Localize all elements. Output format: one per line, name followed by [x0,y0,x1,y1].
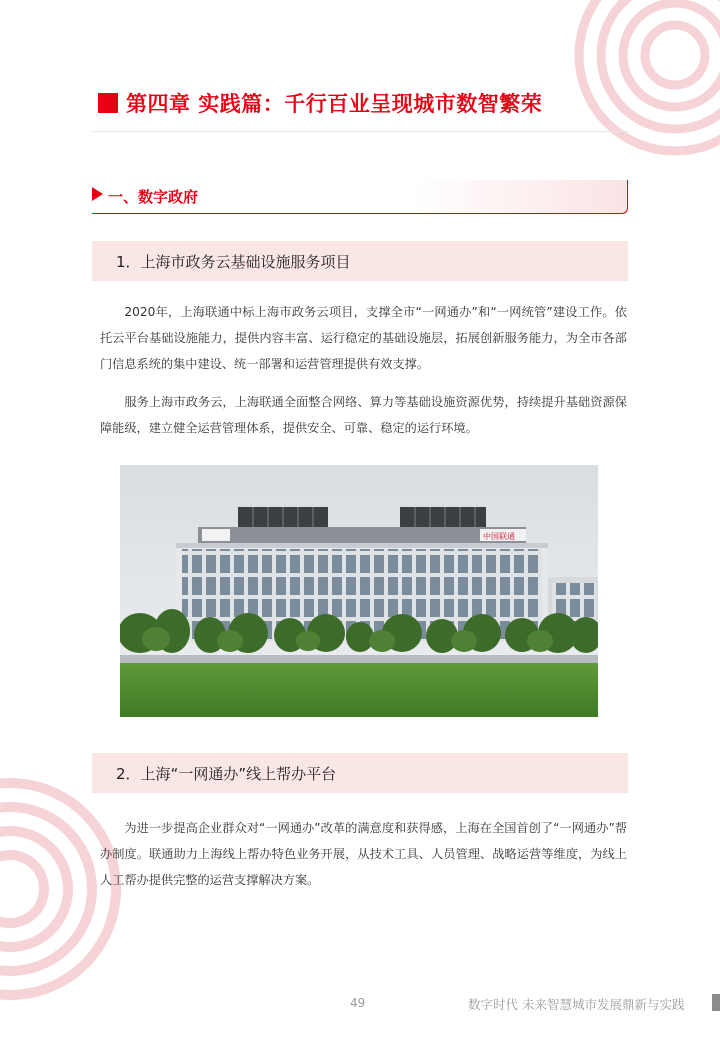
subsection-heading-1 [92,241,628,281]
section-arrow-icon [92,187,103,201]
building-sign-text: 中国联通 [483,532,515,541]
footer-title: 数字时代 未来智慧城市发展鼎新与实践 [468,997,685,1012]
chapter-divider [93,131,629,132]
building-photo [120,465,598,717]
building-photo-illustration [120,465,598,717]
footer-bar [712,994,720,1011]
chapter-square-icon [98,93,118,113]
paragraph-2: 服务上海市政务云，上海联通全面整合网络、算力等基础设施资源优势，持续提升基础资源保障能级，建立健全运营管理体系，提供安全、可靠、稳定的运行环境。 [100,395,627,435]
subsection-heading-2 [92,753,628,793]
paragraph-1: 2020年，上海联通中标上海市政务云项目，支撑全市“一网通办”和“一网统管”建设工作。依托云平台基础设施能力，提供内容丰富、运行稳定的基础设施层，拓展创新服务能力，为全市各部门信息系统的集中建设、统一部署和运营管理提供有效支撑。 [100,305,627,371]
page-number: 49 [350,996,366,1010]
section-heading [92,180,628,214]
chapter-heading [98,88,628,118]
paragraph-3: 为进一步提高企业群众对“一网通办”改革的满意度和获得感，上海在全国首创了“一网通办”帮办制度。联通助力上海线上帮办特色业务开展，从技术工具、人员管理、战略运营等维度，为线上人工帮办提供完整的运营支撑解决方案。 [100,821,627,887]
section-title: 一、数字政府 [108,188,199,206]
subsection-title-2: 2．上海“一网通办”线上帮办平台 [116,765,337,783]
chapter-title: 第四章 实践篇：千行百业呈现城市数智繁荣 [126,92,543,116]
decorative-rings-top-right [560,0,720,170]
subsection-title-1: 1．上海市政务云基础设施服务项目 [116,253,351,271]
